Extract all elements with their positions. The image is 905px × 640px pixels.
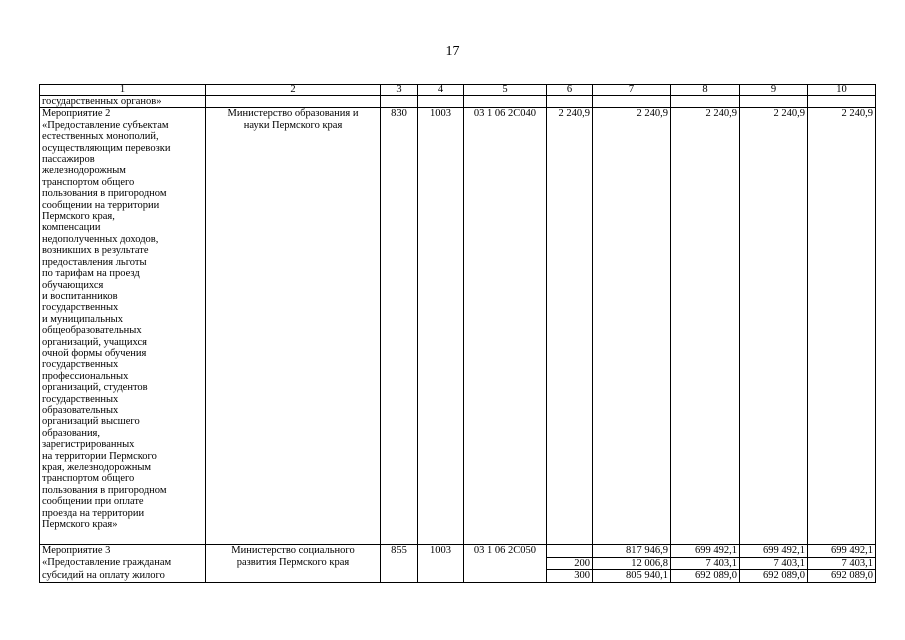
column-header: 3 — [381, 85, 418, 96]
amount-cell: 7 403,1 — [740, 557, 808, 569]
measure-name-line: Пермского края, — [42, 211, 115, 223]
column-header: 6 — [547, 85, 593, 96]
amount-cell: 692 089,0 — [808, 570, 876, 582]
table-row-measure-3-sub — [40, 557, 876, 569]
column-header: 4 — [418, 85, 464, 96]
organization-cell: развития Пермского края — [206, 557, 381, 569]
target-code-cell: 03 1 06 2С050 — [464, 545, 547, 557]
target-code-cell: 03 1 06 2С040 — [464, 108, 547, 545]
measure-name-line: профессиональных — [42, 370, 129, 382]
table-row-measure-2 — [40, 108, 876, 545]
organization-line: науки Пермского края — [243, 119, 343, 131]
measure-name-line: транспортом общего — [42, 176, 135, 188]
table-row-continuation — [40, 96, 876, 108]
measure-name-lines — [42, 108, 203, 530]
measure-name-line: сообщении при оплате — [42, 496, 144, 508]
column-header: 5 — [464, 85, 547, 96]
measure-name-line: Пермского края» — [42, 519, 118, 531]
expense-type-cell: 200 — [547, 557, 593, 569]
amount-cell: 2 240,9 — [671, 108, 740, 545]
column-header: 7 — [593, 85, 671, 96]
expense-type-cell: 300 — [547, 570, 593, 582]
measure-name-line: по тарифам на проезд — [42, 268, 140, 280]
measure-name-line: обучающихся — [42, 279, 104, 291]
measure-name-line: недополученных доходов, — [42, 233, 159, 245]
measure-name-line: «Предоставление субъектам — [42, 119, 169, 131]
column-header: 9 — [740, 85, 808, 96]
measure-name-line: и воспитанников — [42, 290, 118, 302]
amount-cell: 699 492,1 — [671, 545, 740, 557]
measure-name-line: пользования в пригородном — [42, 484, 167, 496]
page-number: 17 — [445, 44, 460, 59]
measure-name-cell: Мероприятие 3 — [40, 545, 206, 557]
measure-name-line: железнодорожным — [42, 165, 126, 177]
organization-line: Министерство образования и — [227, 108, 359, 120]
amount-cell: 2 240,9 — [547, 108, 593, 545]
measure-name-line: сообщении на территории — [42, 199, 160, 211]
measure-name-line: Мероприятие 2 — [42, 108, 111, 120]
measure-name-cell: «Предоставление гражданам — [40, 557, 206, 569]
table-row-measure-3-sub — [40, 570, 876, 582]
amount-cell: 699 492,1 — [808, 545, 876, 557]
measure-name-line: пользования в пригородном — [42, 188, 167, 200]
amount-cell: 805 940,1 — [593, 570, 671, 582]
measure-name-line: проезда на территории — [42, 507, 145, 519]
organization-cell — [206, 108, 381, 545]
measure-name-line: организаций, учащихся — [42, 336, 147, 348]
measure-name-line: организаций, студентов — [42, 382, 148, 394]
section-code-cell: 1003 — [418, 108, 464, 545]
amount-cell: 692 089,0 — [740, 570, 808, 582]
amount-cell: 7 403,1 — [808, 557, 876, 569]
agency-code-cell: 855 — [381, 545, 418, 557]
measure-name-line: и муниципальных — [42, 313, 123, 325]
measure-name-line: предоставления льготы — [42, 256, 147, 268]
amount-cell: 2 240,9 — [808, 108, 876, 545]
section-code-cell: 1003 — [418, 545, 464, 557]
amount-cell: 7 403,1 — [671, 557, 740, 569]
measure-name-line: возникших в результате — [42, 245, 149, 257]
organization-cell: Министерство социального — [206, 545, 381, 557]
measure-name-line: государственных — [42, 393, 119, 405]
measure-name-line: организаций высшего — [42, 416, 140, 428]
column-header: 10 — [808, 85, 876, 96]
column-header: 8 — [671, 85, 740, 96]
expense-type-cell — [547, 545, 593, 557]
amount-cell: 12 006,8 — [593, 557, 671, 569]
budget-table — [39, 84, 876, 583]
measure-name-line: пассажиров — [42, 154, 95, 166]
measure-name-line: общеобразовательных — [42, 325, 142, 337]
amount-cell: 699 492,1 — [740, 545, 808, 557]
amount-cell: 692 089,0 — [671, 570, 740, 582]
amount-cell: 2 240,9 — [593, 108, 671, 545]
amount-cell: 817 946,9 — [593, 545, 671, 557]
measure-name-line: образовательных — [42, 404, 119, 416]
measure-name-line: транспортом общего — [42, 473, 135, 485]
measure-name-cell: государственных органов» — [40, 96, 206, 108]
measure-name-line: на территории Пермского — [42, 450, 157, 462]
column-header: 2 — [206, 85, 381, 96]
column-header: 1 — [40, 85, 206, 96]
agency-code-cell: 830 — [381, 108, 418, 545]
measure-name-line: очной формы обучения — [42, 347, 147, 359]
measure-name-cell — [40, 108, 206, 545]
measure-name-line: края, железнодорожным — [42, 462, 152, 473]
measure-name-line: государственных — [42, 359, 119, 371]
measure-name-line: образования, — [42, 427, 101, 439]
table-row-measure-3 — [40, 545, 876, 557]
measure-name-line: компенсации — [42, 222, 101, 234]
measure-name-line: естественных монополий, — [42, 131, 159, 143]
measure-name-line: государственных — [42, 302, 119, 314]
amount-cell: 2 240,9 — [740, 108, 808, 545]
column-header-row — [40, 85, 876, 96]
measure-name-line: зарегистрированных — [42, 439, 135, 451]
measure-name-cell: субсидий на оплату жилого — [40, 570, 206, 582]
measure-name-line: осуществляющим перевозки — [42, 142, 171, 154]
